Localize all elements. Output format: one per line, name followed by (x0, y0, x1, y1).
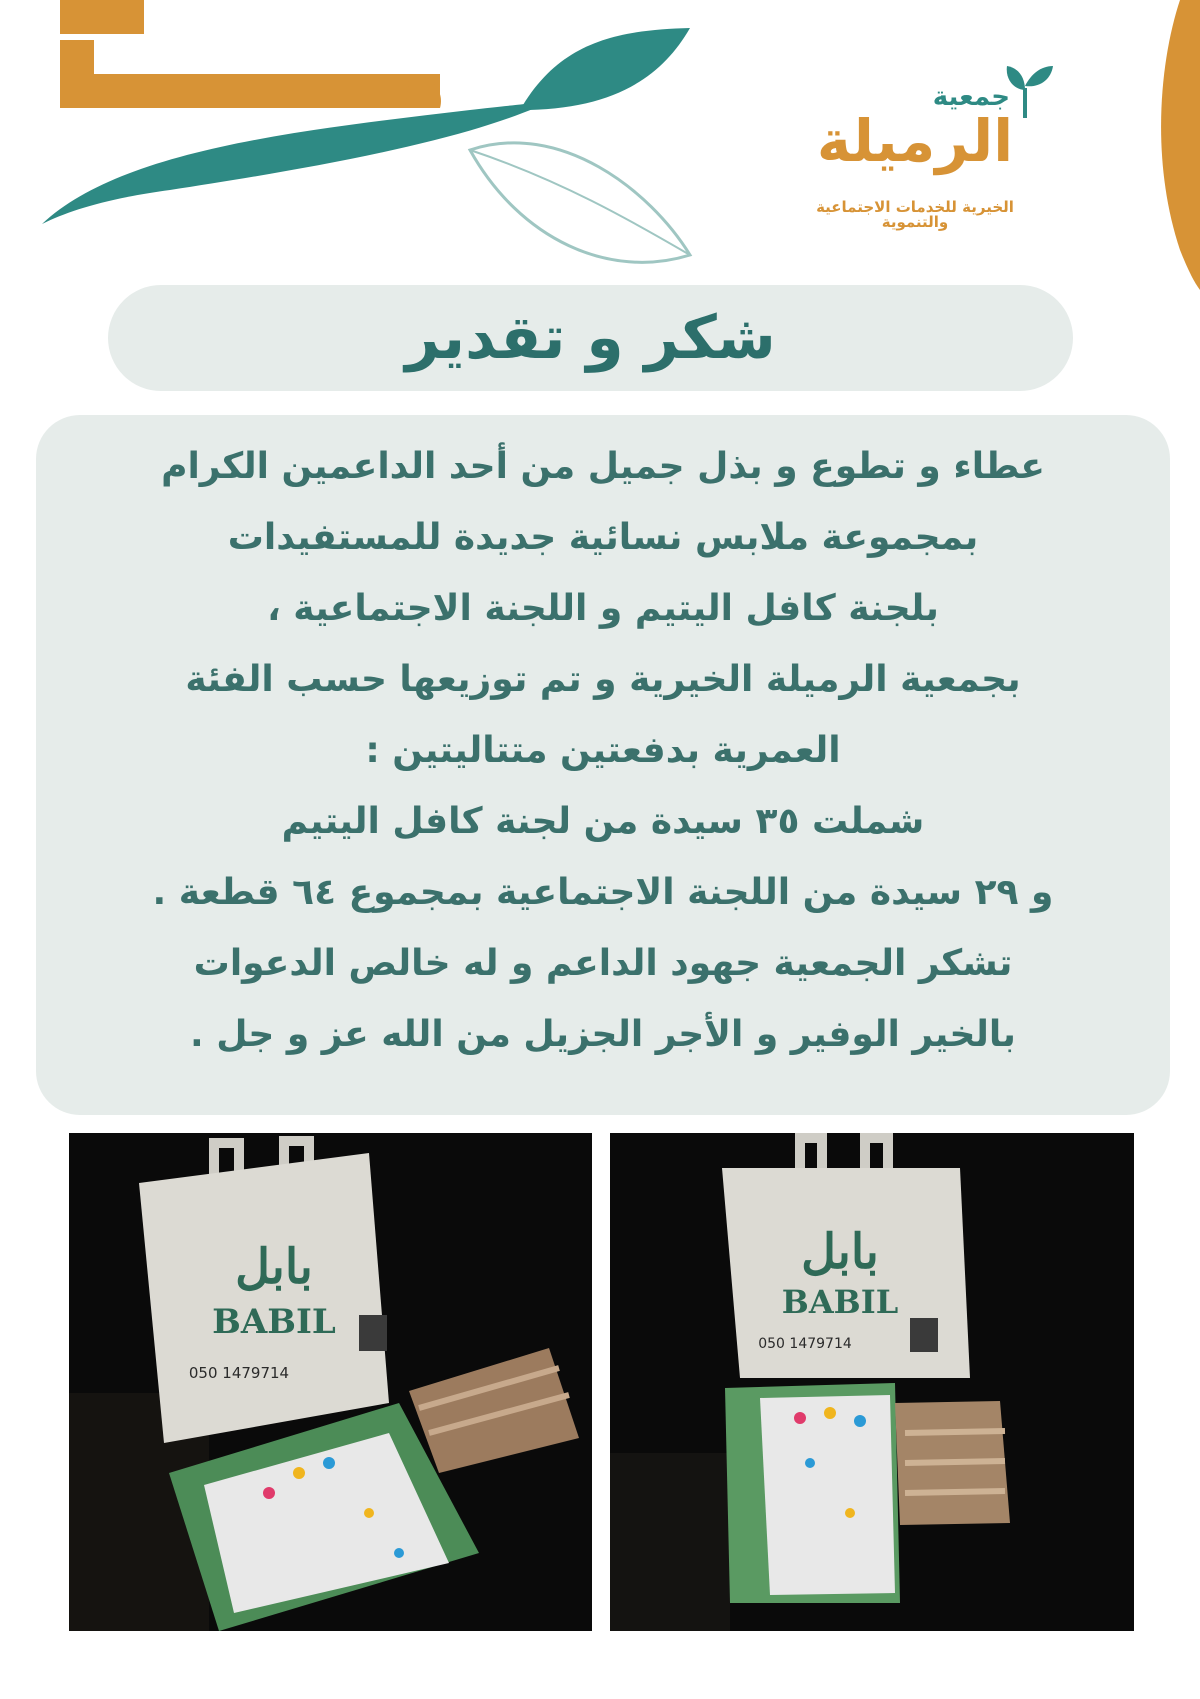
shopping-bag (139, 1153, 389, 1443)
bag-brand-en: BABIL (781, 1283, 899, 1321)
body-line-8: تشكر الجمعية جهود الداعم و له خالص الدعوات (193, 943, 1013, 984)
bag-phone: 050 1479714 (188, 1364, 290, 1382)
association-logo (780, 60, 1070, 240)
header-decoration (0, 0, 720, 280)
body-line-4: بجمعية الرميلة الخيرية و تم توزيعها حسب الفئة (185, 659, 1021, 700)
body-line-1: عطاء و تطوع و بذل جميل من أحد الداعمين الكرام (161, 446, 1045, 487)
logo-subtitle-text: الخيرية للخدمات الاجتماعية والتنموية (816, 198, 1014, 231)
leaf-decoration (520, 28, 690, 110)
body-line-9: بالخير الوفير و الأجر الجزيل من الله عز و جل . (190, 1014, 1016, 1055)
logo-prefix-text: جمعية (932, 82, 1010, 112)
logo-name-text: الرميلة (816, 107, 1014, 175)
page-title: شكر و تقدير (405, 303, 776, 373)
qr-code-icon (359, 1315, 387, 1351)
body-line-5: العمرية بدفعتين متتاليتين : (365, 730, 841, 771)
orange-arc-decoration (1150, 0, 1200, 290)
orange-stripe-decoration (60, 0, 441, 108)
bag-brand-ar: بابل (235, 1239, 313, 1295)
title-banner (108, 285, 1073, 391)
bag-phone: 050 1479714 (758, 1336, 852, 1352)
donation-photo-2 (610, 1133, 1134, 1631)
bag-brand-ar: بابل (801, 1224, 879, 1280)
photo-2-image (610, 1133, 1134, 1631)
message-box (36, 415, 1170, 1115)
qr-code-icon (910, 1318, 938, 1352)
photo-1-image (69, 1133, 592, 1631)
body-line-6: شملت ٣٥ سيدة من لجنة كافل اليتيم (281, 801, 925, 842)
body-line-7: و ٢٩ سيدة من اللجنة الاجتماعية بمجموع ٦٤ قطعة . (152, 872, 1054, 913)
body-line-2: بمجموعة ملابس نسائية جديدة للمستفيدات (227, 517, 979, 558)
bag-brand-en: BABIL (212, 1302, 336, 1342)
donation-photo-1 (69, 1133, 592, 1631)
teal-swoosh-decoration (42, 96, 560, 224)
body-line-3: بلجنة كافل اليتيم و اللجنة الاجتماعية ، (267, 588, 939, 629)
